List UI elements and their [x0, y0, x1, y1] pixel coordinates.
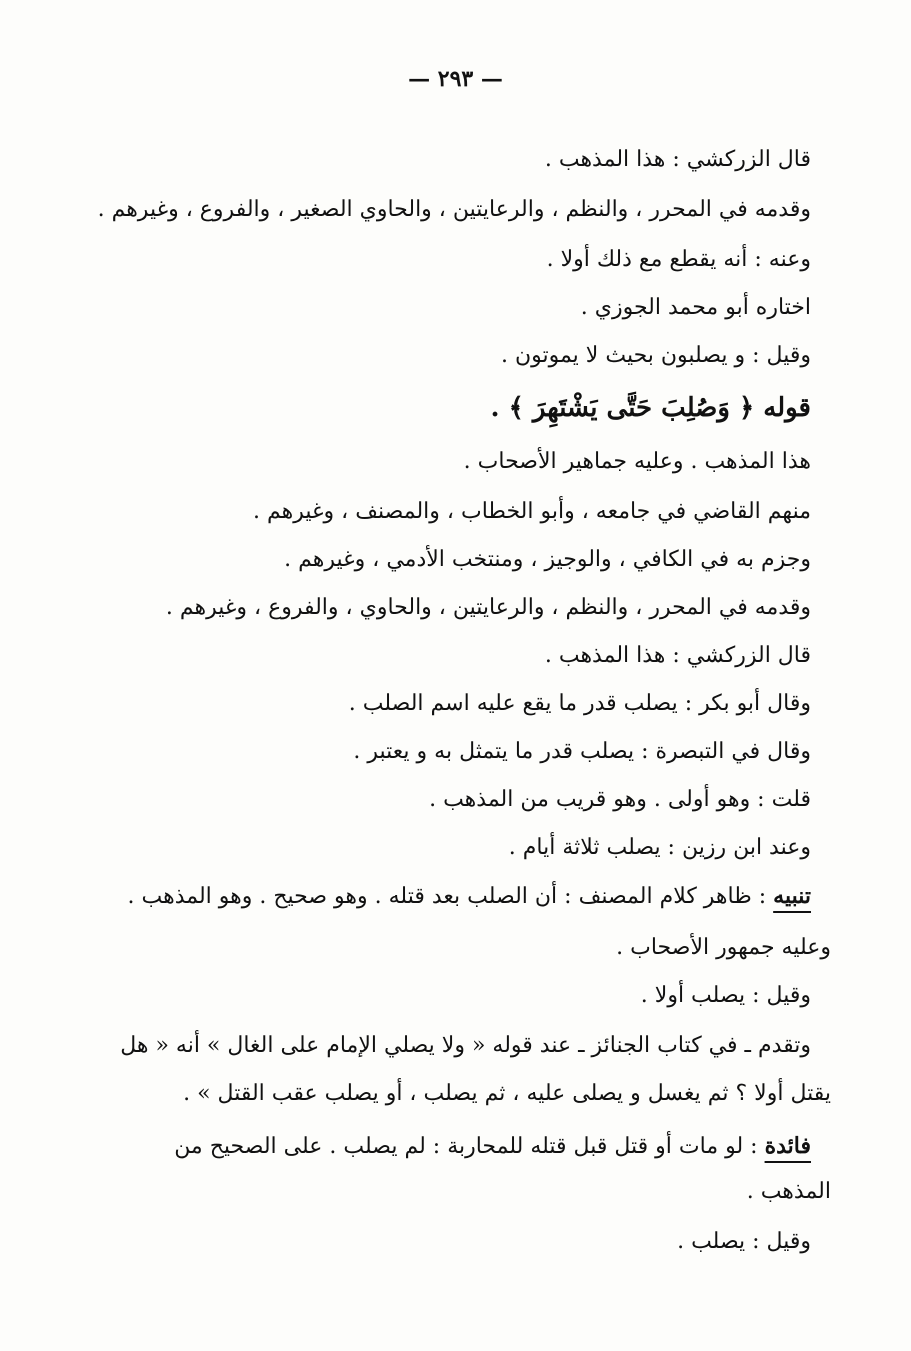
line-text: : لو مات أو قتل قبل قتله للمحاربة : لم يصلب . على الصحيح من — [174, 1134, 765, 1159]
line-text: وجزم به في الكافي ، والوجيز ، ومنتخب الأدمي ، وغيرهم . — [284, 547, 811, 572]
text-line — [180, 536, 811, 584]
page-number: — ٢٩٣ — — [408, 66, 503, 92]
text-line — [180, 284, 811, 332]
text-line — [120, 1022, 811, 1070]
text-line — [180, 776, 811, 824]
text-line — [180, 332, 811, 380]
line-text: وقيل : يصلب . — [677, 1229, 811, 1254]
line-text: يقتل أولا ؟ ثم يغسل و يصلى عليه ، ثم يصلب ، أو يصلب عقب القتل » . — [183, 1081, 831, 1106]
line-text: وقال أبو بكر : يصلب قدر ما يقع عليه اسم الصلب . — [348, 691, 811, 716]
line-text: : ظاهر كلام المصنف : أن الصلب بعد قتله . وهو صحيح . وهو المذهب . — [127, 884, 774, 909]
text-line — [180, 632, 811, 680]
line-text: وقال في التبصرة : يصلب قدر ما يتمثل به و يعتبر . — [353, 739, 811, 764]
text-line — [180, 728, 811, 776]
text-line — [180, 236, 811, 284]
text-line — [97, 186, 811, 234]
line-text: وتقدم ـ في كتاب الجنائز ـ عند قوله « ولا يصلي الإمام على الغال » أنه « هل — [120, 1033, 811, 1058]
text-line — [127, 872, 811, 920]
text-line — [174, 1122, 811, 1170]
line-text: وقدمه في المحرر ، والنظم ، والرعايتين ، والحاوي الصغير ، والفروع ، وغيرهم . — [97, 197, 811, 222]
text-line — [165, 584, 811, 632]
line-text: قلت : وهو أولى . وهو قريب من المذهب . — [429, 787, 811, 812]
text-line — [180, 972, 811, 1020]
text-line — [180, 1070, 831, 1118]
text-line — [180, 1168, 831, 1216]
line-text: قوله ﴿ وَصُلِبَ حَتَّى يَشْتَهِرَ ﴾ . — [490, 393, 811, 423]
line-text: وقيل : يصلب أولا . — [640, 983, 811, 1008]
text-line — [180, 924, 831, 972]
line-text: اختاره أبو محمد الجوزي . — [580, 295, 811, 320]
note-heading: تنبيه — [773, 883, 811, 909]
line-text: وقيل : و يصلبون بحيث لا يموتون . — [500, 343, 811, 368]
line-text: المذهب . — [746, 1179, 831, 1204]
text-line — [180, 438, 811, 486]
text-line — [180, 1218, 811, 1266]
text-line — [180, 488, 811, 536]
text-line — [180, 384, 811, 432]
line-text: قال الزركشي : هذا المذهب . — [544, 147, 811, 172]
line-text: وعليه جمهور الأصحاب . — [616, 935, 831, 960]
text-line — [180, 824, 811, 872]
text-line — [180, 680, 811, 728]
line-text: وقدمه في المحرر ، والنظم ، والرعايتين ، والحاوي ، والفروع ، وغيرهم . — [165, 595, 811, 620]
note-heading: فائدة — [764, 1133, 811, 1159]
text-line — [180, 136, 811, 184]
line-text: منهم القاضي في جامعه ، وأبو الخطاب ، والمصنف ، وغيرهم . — [253, 499, 811, 524]
line-text: وعند ابن رزين : يصلب ثلاثة أيام . — [508, 835, 811, 860]
line-text: هذا المذهب . وعليه جماهير الأصحاب . — [463, 449, 811, 474]
line-text: قال الزركشي : هذا المذهب . — [544, 643, 811, 668]
line-text: وعنه : أنه يقطع مع ذلك أولا . — [546, 247, 811, 272]
